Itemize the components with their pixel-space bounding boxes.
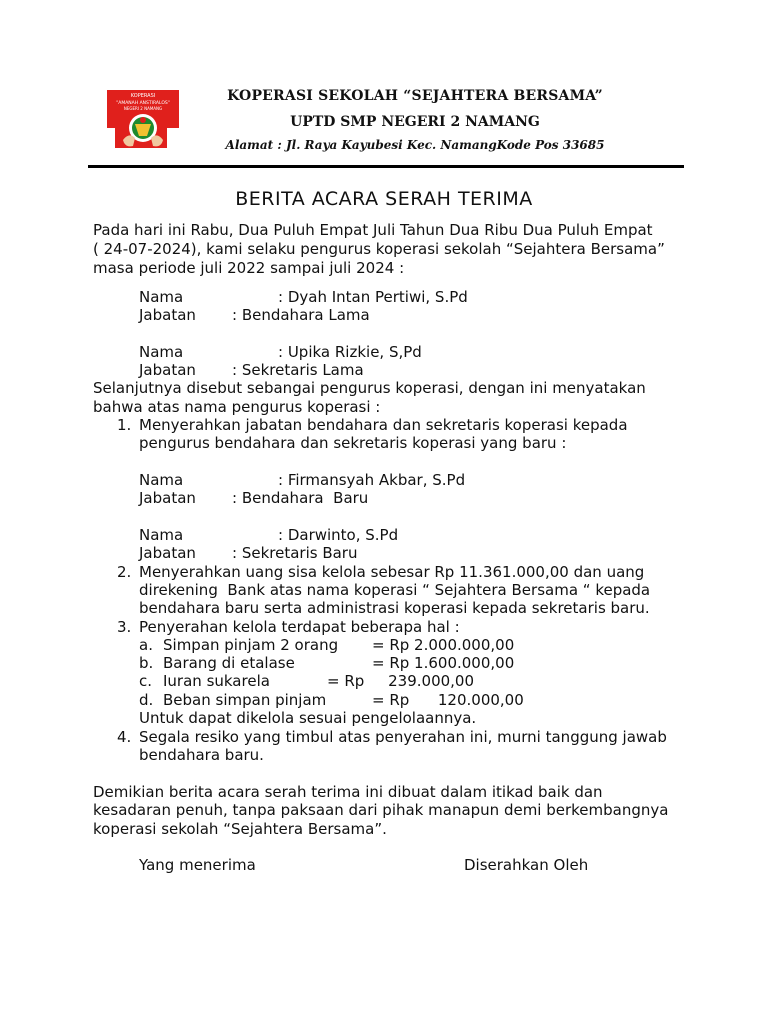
header-address: Alamat : Jl. Raya Kayubesi Kec. NamangKode Pos 33685: [225, 138, 605, 152]
old-officer-1-nama-label: Nama: [139, 288, 184, 306]
subitem-b-amount: = Rp 1.600.000,00: [372, 654, 515, 672]
item-3-line: Penyerahan kelola terdapat beberapa hal :: [139, 618, 460, 636]
new-officer-1-jabatan-label: Jabatan: [139, 489, 196, 507]
subitem-d-amount: = Rp 120.000,00: [372, 691, 524, 709]
subitem-b-letter: b.: [139, 654, 154, 672]
intro-line-3: masa periode juli 2022 sampai juli 2024 :: [93, 259, 405, 277]
old-officer-1-jabatan-value: : Bendahara Lama: [232, 306, 370, 324]
item-4-line-1: Segala resiko yang timbul atas penyerahan ini, murni tanggung jawab: [139, 728, 667, 746]
logo-text-2: "AMANAH ANSTIRALOS": [116, 101, 170, 106]
logo-text-1: KOPERASI: [130, 93, 156, 99]
new-officer-2-jabatan-label: Jabatan: [139, 544, 196, 562]
new-officer-2-nama-value: : Darwinto, S.Pd: [278, 526, 399, 544]
new-officer-1-nama-label: Nama: [139, 471, 184, 489]
item-4-number: 4.: [117, 728, 132, 746]
subitem-a-amount: = Rp 2.000.000,00: [372, 636, 515, 654]
subitem-d-label: Beban simpan pinjam: [163, 691, 327, 709]
subitem-c-letter: c.: [139, 672, 153, 690]
intro-line-1: Pada hari ini Rabu, Dua Puluh Empat Juli Tahun Dua Ribu Dua Puluh Empat: [93, 221, 653, 239]
old-officer-1-jabatan-label: Jabatan: [139, 306, 196, 324]
old-officer-2-nama-label: Nama: [139, 343, 184, 361]
subitem-a-letter: a.: [139, 636, 153, 654]
subitem-c-amount: = Rp 239.000,00: [327, 672, 475, 690]
subitem-d-letter: d.: [139, 691, 154, 709]
signature-giver-label: Diserahkan Oleh: [464, 856, 589, 874]
new-officer-2-nama-label: Nama: [139, 526, 184, 544]
new-officer-1-jabatan-value: : Bendahara Baru: [232, 489, 369, 507]
old-officer-2-jabatan-label: Jabatan: [139, 361, 196, 379]
item-1-line-2: pengurus bendahara dan sekretaris koperasi yang baru :: [139, 434, 567, 452]
continuation-line-2: bahwa atas nama pengurus koperasi :: [93, 398, 381, 416]
old-officer-1-nama-value: : Dyah Intan Pertiwi, S.Pd: [278, 288, 468, 306]
item-2-number: 2.: [117, 563, 132, 581]
item-4-line-2: bendahara baru.: [139, 746, 264, 764]
logo-text-3: NEGERI 2 NAMANG: [123, 106, 163, 111]
old-officer-2-jabatan-value: : Sekretaris Lama: [232, 361, 364, 379]
old-officer-2-nama-value: : Upika Rizkie, S,Pd: [278, 343, 422, 361]
signature-receiver-label: Yang menerima: [139, 856, 256, 874]
subitem-b-label: Barang di etalase: [163, 654, 295, 672]
continuation-line-1: Selanjutnya disebut sebangai pengurus koperasi, dengan ini menyatakan: [93, 379, 646, 397]
closing-line-1: Demikian berita acara serah terima ini dibuat dalam itikad baik dan: [93, 783, 603, 801]
item-1-line-1: Menyerahkan jabatan bendahara dan sekretaris koperasi kepada: [139, 416, 628, 434]
intro-line-2: ( 24-07-2024), kami selaku pengurus koperasi sekolah “Sejahtera Bersama”: [93, 240, 665, 258]
item-2-line-2: direkening Bank atas nama koperasi “ Sejahtera Bersama “ kepada: [139, 581, 651, 599]
new-officer-1-nama-value: : Firmansyah Akbar, S.Pd: [278, 471, 466, 489]
header-org-name: KOPERASI SEKOLAH “SEJAHTERA BERSAMA”: [227, 88, 603, 104]
new-officer-2-jabatan-value: : Sekretaris Baru: [232, 544, 358, 562]
header-divider: [88, 165, 684, 168]
header-school-name: UPTD SMP NEGERI 2 NAMANG: [290, 114, 540, 130]
closing-line-2: kesadaran penuh, tanpa paksaan dari pihak manapun demi berkembangnya: [93, 801, 669, 819]
item-2-line-3: bendahara baru serta administrasi koperasi kepada sekretaris baru.: [139, 599, 650, 617]
item-2-line-1: Menyerahkan uang sisa kelola sebesar Rp 11.361.000,00 dan uang: [139, 563, 645, 581]
document-title: BERITA ACARA SERAH TERIMA: [235, 188, 533, 210]
closing-line-3: koperasi sekolah “Sejahtera Bersama”.: [93, 820, 387, 838]
subitem-c-label: Iuran sukarela: [163, 672, 270, 690]
item-3-closing: Untuk dapat dikelola sesuai pengelolaannya.: [139, 709, 477, 727]
subitem-a-label: Simpan pinjam 2 orang: [163, 636, 339, 654]
item-1-number: 1.: [117, 416, 132, 434]
item-3-number: 3.: [117, 618, 132, 636]
